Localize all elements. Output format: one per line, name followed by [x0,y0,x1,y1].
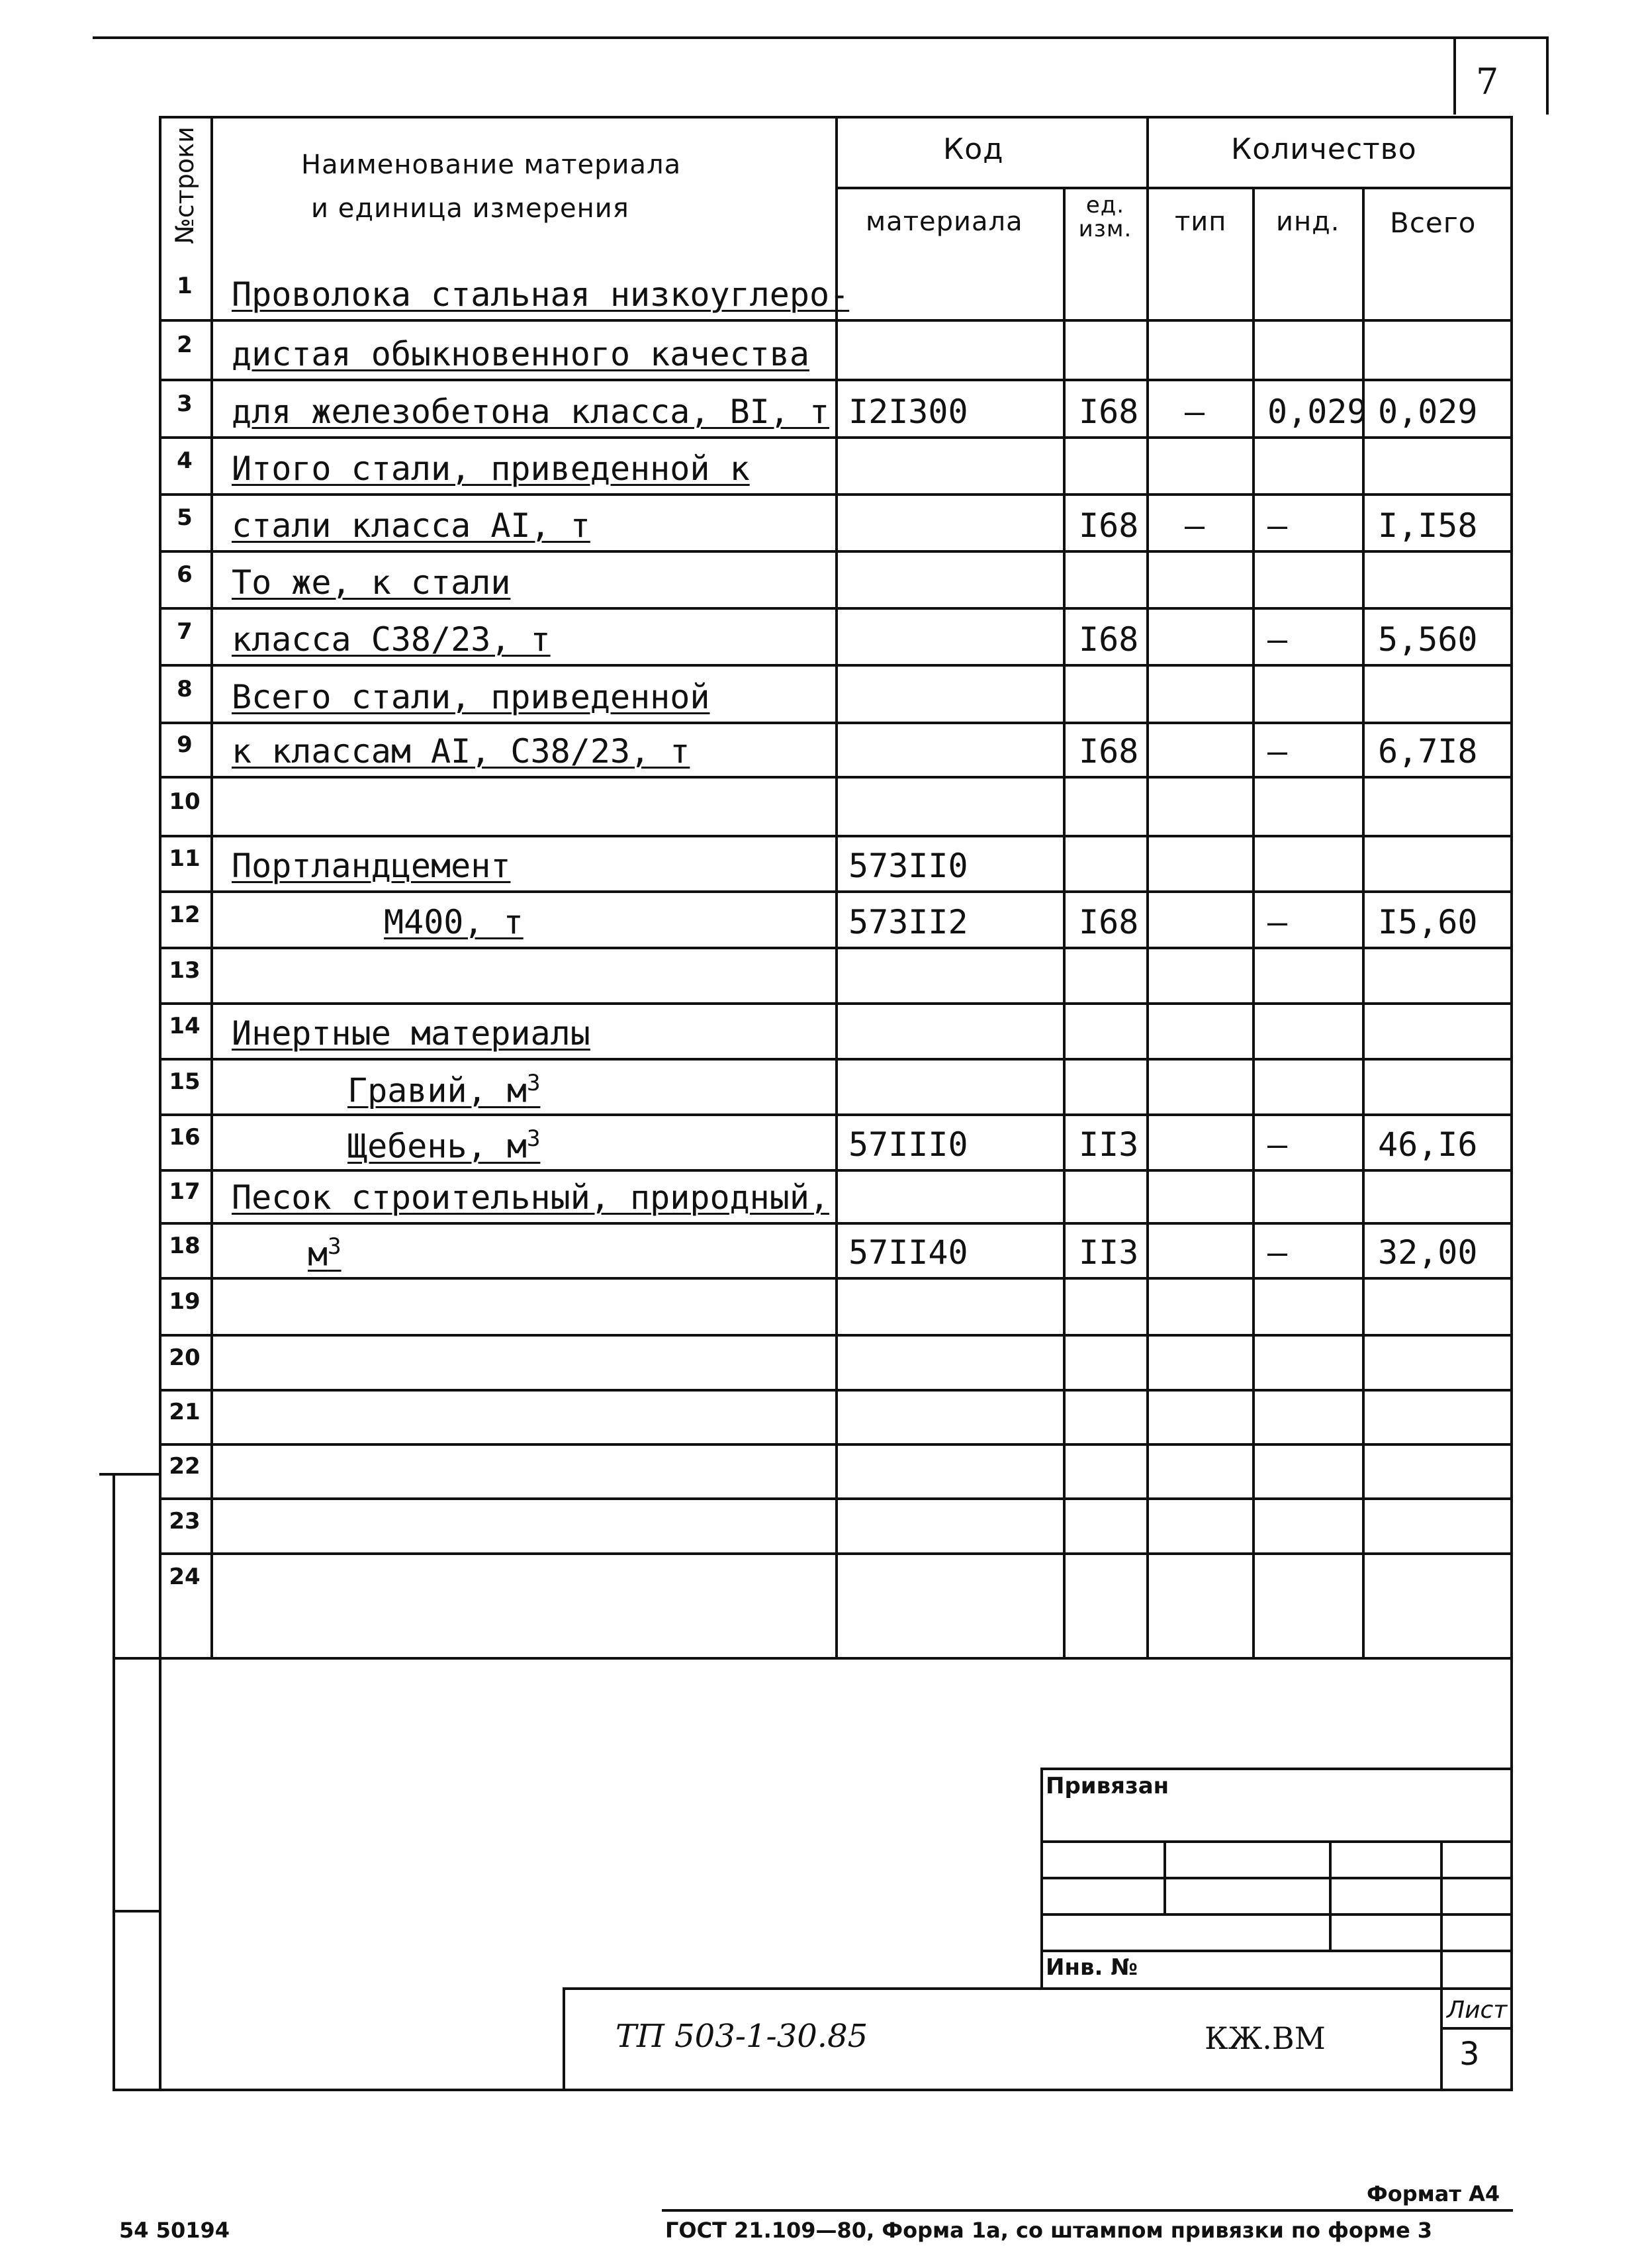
row-name: Проволока стальная низкоуглеро- [232,275,850,314]
row-name: То же, к стали [232,563,511,602]
header-code: Код [943,132,1004,166]
stamp-project: ТП 503-1-30.85 [616,2018,868,2055]
row-number: 12 [169,901,201,928]
row-number: 5 [177,504,193,531]
page-number: 7 [1476,61,1499,103]
row-qty-ind: 0,029 [1267,393,1367,431]
table-row [0,1222,1642,1277]
row-number: 11 [169,845,201,872]
footer-left-code: 54 50194 [119,2218,230,2243]
row-material-code: 57III0 [848,1125,968,1164]
row-name: Гравий, $м^3$ [347,1070,541,1110]
row-qty-ind: – [1267,506,1288,545]
table-row [0,890,1642,947]
row-name: Итого стали, приведенной к [232,449,750,488]
table-row [0,664,1642,722]
row-unit-code: II3 [1079,1233,1139,1272]
table-row [0,260,1642,319]
table-row [0,379,1642,436]
table-row [0,436,1642,493]
row-name: Щебень, $м^3$ [347,1125,541,1166]
header-name-line1: Наименование материала [301,150,682,180]
header-qty-ind: инд. [1276,207,1340,237]
superscript: 3 [526,1070,541,1096]
row-qty-ind: – [1267,1125,1288,1164]
row-number: 20 [169,1344,201,1371]
header-code-material: материала [866,207,1023,237]
superscript: 3 [526,1125,541,1152]
table-row [0,722,1642,776]
row-material-code: I2I300 [848,393,968,431]
row-qty-ind: – [1267,620,1288,659]
row-material-code: 573II0 [848,847,968,885]
header-qty-type: тип [1175,207,1227,237]
table-row [0,319,1642,379]
stamp-sheet-label: Лист [1447,1997,1508,2024]
row-name: класса С38/23, т [232,620,551,659]
header-name-line2: и единица измерения [311,193,629,224]
row-material-code: 573II2 [848,903,968,941]
superscript: 3 [328,1233,342,1260]
table-row [0,1497,1642,1552]
row-number: 17 [169,1178,201,1205]
table-row [0,550,1642,607]
row-number: 6 [177,561,193,588]
row-number: 10 [169,788,201,815]
row-number: 13 [169,957,201,984]
format-label: Формат А4 [1367,2181,1500,2206]
table-row [0,1058,1642,1113]
row-qty-ind: – [1267,903,1288,941]
stamp-code: КЖ.ВМ [1205,2020,1326,2056]
row-qty-total: 0,029 [1378,393,1478,431]
table-row [0,1113,1642,1169]
row-number: 4 [177,448,193,474]
table-row [0,947,1642,1002]
stamp-inv-label: Инв. № [1046,1954,1138,1981]
row-unit-code: I68 [1079,393,1139,431]
row-name: $м^3$ [308,1233,342,1274]
row-name: Песок строительный, природный, [232,1178,830,1217]
table-row [0,776,1642,835]
row-unit-code: I68 [1079,506,1139,545]
row-number: 19 [169,1288,201,1315]
row-material-code: 57II40 [848,1233,968,1272]
row-qty-ind: – [1267,1233,1288,1272]
header-code-unit: ед. изм. [1078,192,1132,242]
row-name: Инертные материалы [232,1014,590,1053]
row-number: 18 [169,1232,201,1259]
table-row [0,1443,1642,1497]
row-number: 21 [169,1399,201,1425]
row-unit-code: I68 [1079,903,1139,941]
row-number: 24 [169,1563,201,1590]
table-row [0,1002,1642,1058]
header-row-number: №строки [170,126,199,244]
row-name: к классам AI, С38/23, т [232,732,690,771]
row-name: Всего стали, приведенной [232,678,710,716]
row-number: 7 [177,618,193,645]
stamp-bound-label: Привязан [1046,1773,1169,1799]
row-number: 22 [169,1453,201,1480]
row-number: 3 [177,390,193,417]
header-qty-total: Всего [1390,207,1477,239]
row-qty-total: I5,60 [1378,903,1478,941]
row-number: 23 [169,1507,201,1535]
row-name: М400, т [384,903,524,941]
row-unit-code: II3 [1079,1125,1139,1164]
row-qty-type: – [1185,393,1205,431]
row-qty-total: I,I58 [1378,506,1478,545]
table-row [0,835,1642,890]
table-row [0,1169,1642,1222]
row-qty-total: 5,560 [1378,620,1478,659]
row-number: 1 [177,272,193,299]
row-number: 2 [177,332,193,358]
table-row [0,493,1642,550]
row-qty-type: – [1185,506,1205,545]
table-row [0,1277,1642,1334]
row-name: стали класса AI, т [232,506,590,545]
row-qty-total: 32,00 [1378,1233,1478,1272]
row-name: для железобетона класса, BI, т [232,393,830,431]
row-name: дистая обыкновенного качества [232,335,809,373]
table-row [0,607,1642,664]
footer-gost: ГОСТ 21.109—80, Форма 1а, со штампом привязки по форме 3 [665,2218,1433,2243]
row-number: 9 [177,732,193,758]
table-row [0,1552,1642,1609]
row-name: Портландцемент [232,847,511,885]
row-number: 8 [177,675,193,702]
row-unit-code: I68 [1079,620,1139,659]
row-number: 16 [169,1124,201,1151]
row-number: 14 [169,1013,201,1039]
table-row [0,1334,1642,1389]
table-row [0,1389,1642,1443]
row-qty-total: 6,7I8 [1378,732,1478,771]
row-unit-code: I68 [1079,732,1139,771]
row-number: 15 [169,1068,201,1095]
row-qty-total: 46,I6 [1378,1125,1478,1164]
row-qty-ind: – [1267,732,1288,771]
header-quantity: Количество [1231,132,1417,166]
stamp-sheet-number: 3 [1459,2036,1480,2073]
